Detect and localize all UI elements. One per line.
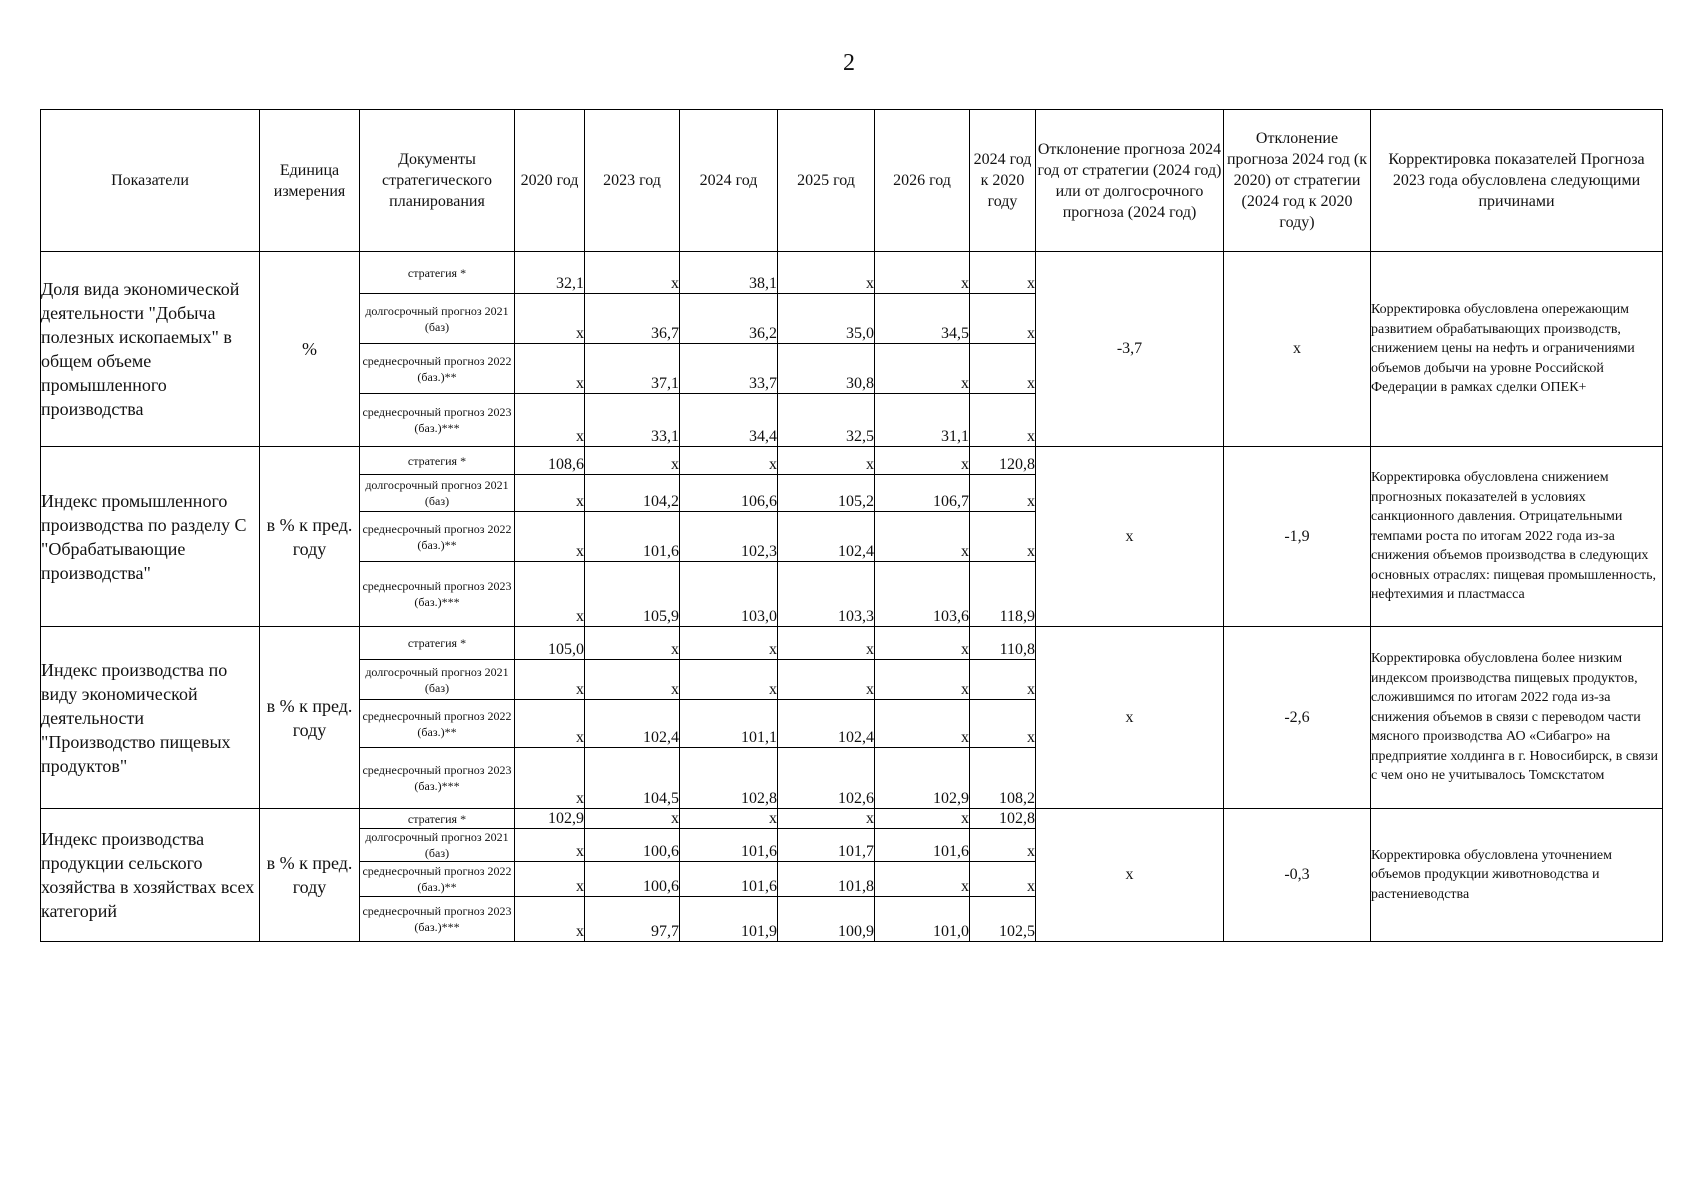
value-2023: 100,6 xyxy=(585,829,680,862)
value-2026: 103,6 xyxy=(875,562,970,627)
header-2024-to-2020: 2024 год к 2020 году xyxy=(970,110,1036,252)
value-2023: 33,1 xyxy=(585,394,680,447)
header-2023: 2023 год xyxy=(585,110,680,252)
header-unit: Единица измерения xyxy=(260,110,360,252)
value-2024-to-2020: x xyxy=(970,700,1036,748)
value-2025: x xyxy=(778,809,875,829)
value-2020: x xyxy=(515,344,585,394)
value-2025: x xyxy=(778,447,875,475)
value-2024-to-2020: x xyxy=(970,394,1036,447)
value-2023: 36,7 xyxy=(585,294,680,344)
value-2024: 101,1 xyxy=(680,700,778,748)
deviation-strategy-cell: x xyxy=(1036,447,1224,627)
value-2024-to-2020: 102,5 xyxy=(970,897,1036,942)
header-2025: 2025 год xyxy=(778,110,875,252)
document-cell: среднесрочный прогноз 2022 (баз.)** xyxy=(360,344,515,394)
value-2023: 104,5 xyxy=(585,748,680,809)
unit-cell: в % к пред. году xyxy=(260,627,360,809)
value-2023: x xyxy=(585,660,680,700)
header-2026: 2026 год xyxy=(875,110,970,252)
value-2024-to-2020: x xyxy=(970,512,1036,562)
value-2020: x xyxy=(515,660,585,700)
value-2023: x xyxy=(585,809,680,829)
table-row xyxy=(41,447,1663,475)
value-2026: x xyxy=(875,512,970,562)
unit-cell: в % к пред. году xyxy=(260,809,360,942)
value-2024: x xyxy=(680,660,778,700)
document-cell: долгосрочный прогноз 2021 (баз) xyxy=(360,475,515,512)
document-cell: долгосрочный прогноз 2021 (баз) xyxy=(360,660,515,700)
reason-cell: Корректировка обусловлена опережающим развитием обрабатывающих производств, снижением цены на нефть и ограничениями объемов добычи на уровне Российской Федерации в рамках сделки ОПЕК+ xyxy=(1371,252,1663,447)
value-2020: x xyxy=(515,700,585,748)
document-cell: среднесрочный прогноз 2023 (баз.)*** xyxy=(360,394,515,447)
document-cell: стратегия * xyxy=(360,252,515,294)
value-2024-to-2020: 110,8 xyxy=(970,627,1036,660)
value-2026: 101,6 xyxy=(875,829,970,862)
value-2024-to-2020: x xyxy=(970,294,1036,344)
document-cell: долгосрочный прогноз 2021 (баз) xyxy=(360,294,515,344)
value-2020: 102,9 xyxy=(515,809,585,829)
value-2020: 108,6 xyxy=(515,447,585,475)
deviation-2020-cell: -0,3 xyxy=(1224,809,1371,942)
value-2024-to-2020: 108,2 xyxy=(970,748,1036,809)
value-2025: 101,8 xyxy=(778,862,875,897)
value-2023: 37,1 xyxy=(585,344,680,394)
reason-cell: Корректировка обусловлена более низким индексом производства пищевых продуктов, сложившимся по итогам 2022 года из-за снижения объемов в связи с переводом части мясного производства АО «Сибагро» на предприятие холдинга в г. Новосибирск, в связи с чем оно не учитывалось Томскстатом xyxy=(1371,627,1663,809)
document-cell: стратегия * xyxy=(360,627,515,660)
header-2024: 2024 год xyxy=(680,110,778,252)
value-2024: 102,3 xyxy=(680,512,778,562)
indicator-name: Индекс производства продукции сельского хозяйства в хозяйствах всех категорий xyxy=(41,809,260,942)
value-2020: x xyxy=(515,748,585,809)
value-2024: x xyxy=(680,447,778,475)
deviation-strategy-cell: -3,7 xyxy=(1036,252,1224,447)
table-row xyxy=(41,809,1663,829)
value-2024: 101,6 xyxy=(680,829,778,862)
value-2024: 33,7 xyxy=(680,344,778,394)
header-reason: Корректировка показателей Прогноза 2023 года обусловлена следующими причинами xyxy=(1371,110,1663,252)
deviation-2020-cell: -1,9 xyxy=(1224,447,1371,627)
document-cell: среднесрочный прогноз 2022 (баз.)** xyxy=(360,700,515,748)
value-2023: 97,7 xyxy=(585,897,680,942)
value-2020: x xyxy=(515,829,585,862)
value-2023: 100,6 xyxy=(585,862,680,897)
value-2026: x xyxy=(875,862,970,897)
unit-cell: в % к пред. году xyxy=(260,447,360,627)
value-2024: 36,2 xyxy=(680,294,778,344)
value-2024: 102,8 xyxy=(680,748,778,809)
value-2025: x xyxy=(778,252,875,294)
value-2026: x xyxy=(875,660,970,700)
value-2025: 35,0 xyxy=(778,294,875,344)
value-2024-to-2020: x xyxy=(970,862,1036,897)
value-2026: x xyxy=(875,447,970,475)
value-2026: 106,7 xyxy=(875,475,970,512)
value-2024-to-2020: 120,8 xyxy=(970,447,1036,475)
value-2025: 101,7 xyxy=(778,829,875,862)
value-2023: x xyxy=(585,627,680,660)
value-2026: x xyxy=(875,809,970,829)
value-2024: 101,6 xyxy=(680,862,778,897)
value-2025: 102,4 xyxy=(778,700,875,748)
indicator-name: Доля вида экономической деятельности "Добыча полезных ископаемых" в общем объеме промышленного производства xyxy=(41,252,260,447)
indicator-name: Индекс производства по виду экономической деятельности "Производство пищевых продуктов" xyxy=(41,627,260,809)
document-cell: долгосрочный прогноз 2021 (баз) xyxy=(360,829,515,862)
value-2025: 32,5 xyxy=(778,394,875,447)
value-2026: 101,0 xyxy=(875,897,970,942)
reason-cell: Корректировка обусловлена снижением прогнозных показателей в условиях санкционного давления. Отрицательными темпами роста по итогам 2022 года из-за снижения объемов производства в следующих основных отраслях: пищевая промышленность, нефтехимия и пластмасса xyxy=(1371,447,1663,627)
value-2024-to-2020: x xyxy=(970,344,1036,394)
header-2020: 2020 год xyxy=(515,110,585,252)
value-2025: x xyxy=(778,627,875,660)
value-2023: x xyxy=(585,447,680,475)
document-cell: среднесрочный прогноз 2023 (баз.)*** xyxy=(360,562,515,627)
table-row xyxy=(41,252,1663,294)
deviation-2020-cell: x xyxy=(1224,252,1371,447)
value-2024-to-2020: x xyxy=(970,252,1036,294)
value-2020: 105,0 xyxy=(515,627,585,660)
value-2023: x xyxy=(585,252,680,294)
value-2025: x xyxy=(778,660,875,700)
value-2020: x xyxy=(515,562,585,627)
value-2024: 106,6 xyxy=(680,475,778,512)
value-2024-to-2020: x xyxy=(970,475,1036,512)
header-deviation-2020: Отклонение прогноза 2024 год (к 2020) от стратегии (2024 год к 2020 году) xyxy=(1224,110,1371,252)
value-2020: x xyxy=(515,475,585,512)
deviation-2020-cell: -2,6 xyxy=(1224,627,1371,809)
value-2020: x xyxy=(515,394,585,447)
value-2024: x xyxy=(680,627,778,660)
value-2026: x xyxy=(875,344,970,394)
value-2024-to-2020: x xyxy=(970,829,1036,862)
value-2026: 102,9 xyxy=(875,748,970,809)
value-2026: 31,1 xyxy=(875,394,970,447)
value-2024: 38,1 xyxy=(680,252,778,294)
value-2023: 105,9 xyxy=(585,562,680,627)
forecast-adjustment-table xyxy=(40,109,1663,942)
value-2024-to-2020: 118,9 xyxy=(970,562,1036,627)
value-2026: x xyxy=(875,252,970,294)
document-cell: среднесрочный прогноз 2023 (баз.)*** xyxy=(360,748,515,809)
value-2024: 101,9 xyxy=(680,897,778,942)
value-2024-to-2020: 102,8 xyxy=(970,809,1036,829)
value-2024-to-2020: x xyxy=(970,660,1036,700)
value-2025: 103,3 xyxy=(778,562,875,627)
deviation-strategy-cell: x xyxy=(1036,809,1224,942)
value-2023: 101,6 xyxy=(585,512,680,562)
reason-cell: Корректировка обусловлена уточнением объемов продукции животноводства и растениеводства xyxy=(1371,809,1663,942)
value-2023: 104,2 xyxy=(585,475,680,512)
value-2024: x xyxy=(680,809,778,829)
value-2024: 103,0 xyxy=(680,562,778,627)
header-row xyxy=(41,110,1663,252)
value-2024: 34,4 xyxy=(680,394,778,447)
value-2020: x xyxy=(515,512,585,562)
value-2025: 105,2 xyxy=(778,475,875,512)
value-2020: x xyxy=(515,897,585,942)
value-2025: 102,4 xyxy=(778,512,875,562)
value-2020: 32,1 xyxy=(515,252,585,294)
value-2025: 30,8 xyxy=(778,344,875,394)
document-cell: стратегия * xyxy=(360,447,515,475)
document-cell: среднесрочный прогноз 2023 (баз.)*** xyxy=(360,897,515,942)
value-2026: x xyxy=(875,627,970,660)
header-document: Документы стратегического планирования xyxy=(360,110,515,252)
document-cell: стратегия * xyxy=(360,809,515,829)
document-cell: среднесрочный прогноз 2022 (баз.)** xyxy=(360,862,515,897)
value-2026: 34,5 xyxy=(875,294,970,344)
header-indicator: Показатели xyxy=(41,110,260,252)
document-cell: среднесрочный прогноз 2022 (баз.)** xyxy=(360,512,515,562)
unit-cell: % xyxy=(260,252,360,447)
value-2023: 102,4 xyxy=(585,700,680,748)
header-deviation-strategy: Отклонение прогноза 2024 год от стратегии (2024 год) или от долгосрочного прогноза (2024 год) xyxy=(1036,110,1224,252)
page-number: 2 xyxy=(843,50,855,76)
value-2025: 102,6 xyxy=(778,748,875,809)
value-2026: x xyxy=(875,700,970,748)
value-2025: 100,9 xyxy=(778,897,875,942)
indicator-name: Индекс промышленного производства по разделу С "Обрабатывающие производства" xyxy=(41,447,260,627)
value-2020: x xyxy=(515,294,585,344)
value-2020: x xyxy=(515,862,585,897)
table-row xyxy=(41,627,1663,660)
deviation-strategy-cell: x xyxy=(1036,627,1224,809)
